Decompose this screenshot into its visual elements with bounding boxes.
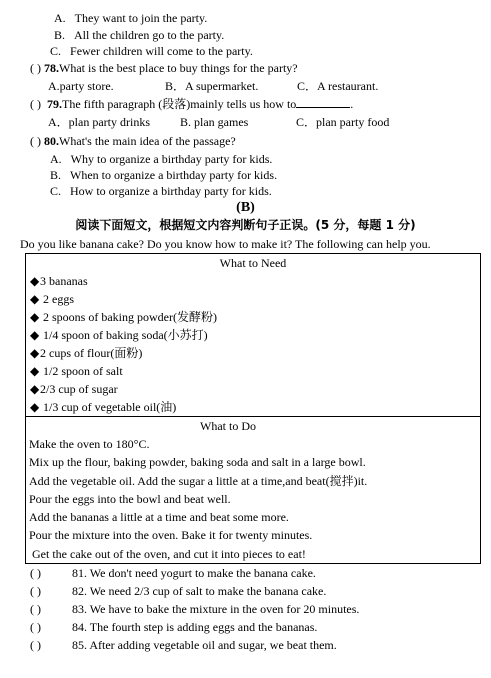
q79-option-b: B. plan games (180, 115, 249, 129)
answer-blank[interactable]: ( ) (30, 61, 41, 75)
instruction: 阅读下面短文，根据短文内容判断句子正误。(5 分，每题 1 分) (75, 218, 416, 232)
judge-item: ( ) 85. After adding vegetable oil and sugar, we beat them. (30, 638, 337, 652)
judge-item: ( ) 83. We have to bake the mixture in the oven for 20 minutes. (30, 602, 360, 616)
step-item: Make the oven to 180°C. (29, 437, 150, 451)
q77-option-c: C. Fewer children will come to the party. (50, 44, 253, 58)
q78-question: ( ) 78.What is the best place to buy things for the party? (30, 61, 298, 75)
passage-intro: Do you like banana cake? Do you know how to make it? The following can help you. (20, 237, 431, 251)
answer-blank[interactable]: ( ) (30, 134, 41, 148)
ingredient-item: ◆ 1/3 cup of vegetable oil(油) (30, 400, 177, 414)
answer-blank[interactable]: ( ) (30, 97, 41, 111)
q80-question: ( ) 80.What's the main idea of the passage? (30, 134, 236, 148)
answer-blank[interactable]: ( ) (30, 602, 41, 616)
answer-blank[interactable]: ( ) (30, 566, 41, 580)
ingredient-item: ◆ 2 eggs (30, 292, 74, 306)
step-item: Add the bananas a little at a time and beat some more. (29, 510, 289, 525)
ingredient-item: ◆2/3 cup of sugar (30, 382, 118, 396)
step-item: Get the cake out of the oven, and cut it into pieces to eat! (29, 546, 306, 561)
q79-option-c: C．plan party food (296, 115, 390, 129)
q79-option-a: A．plan party drinks (48, 115, 150, 129)
q79-question: ( ) 79.The fifth paragraph (段落)mainly tells us how to . (30, 97, 354, 111)
ingredient-item: ◆ 2 spoons of baking powder(发酵粉) (30, 310, 217, 324)
ingredient-item: ◆ 1/4 spoon of baking soda(小苏打) (30, 328, 208, 342)
ingredient-item: ◆ 1/2 spoon of salt (30, 364, 123, 378)
recipe-table (25, 253, 481, 564)
q78-option-a: A.party store. (48, 79, 114, 93)
ingredient-item: ◆3 bananas (30, 274, 88, 288)
step-item: Mix up the flour, baking powder, baking soda and salt in a large bowl. (29, 455, 366, 470)
step-item: Add the vegetable oil. Add the sugar a little at a time,and beat(搅拌)it. (29, 473, 368, 488)
q77-option-b: B. All the children go to the party. (54, 28, 225, 42)
q78-option-c: C．A restaurant. (297, 79, 379, 93)
step-item: Pour the eggs into the bowl and beat well. (29, 491, 231, 506)
q80-option-c: C. How to organize a birthday party for kids. (50, 184, 272, 198)
fill-blank[interactable] (296, 96, 350, 108)
judge-item: ( ) 82. We need 2/3 cup of salt to make the banana cake. (30, 584, 327, 598)
step-item: Pour the mixture into the oven. Bake it for twenty minutes. (29, 528, 313, 543)
judge-item: ( ) 81. We don't need yogurt to make the banana cake. (30, 566, 316, 580)
answer-blank[interactable]: ( ) (30, 584, 41, 598)
q78-option-b: B．A supermarket. (165, 79, 259, 93)
answer-blank[interactable]: ( ) (30, 620, 41, 634)
ingredient-item: ◆2 cups of flour(面粉) (30, 346, 143, 360)
do-title: What to Do (200, 419, 256, 433)
q80-option-a: A. Why to organize a birthday party for kids. (50, 152, 273, 166)
section-heading: (B) (236, 200, 255, 215)
judge-item: ( ) 84. The fourth step is adding eggs and the bananas. (30, 620, 318, 634)
q77-option-a: A. They want to join the party. (54, 11, 208, 25)
q80-option-b: B. When to organize a birthday party for kids. (50, 168, 278, 182)
answer-blank[interactable]: ( ) (30, 638, 41, 652)
need-title: What to Need (219, 256, 287, 270)
